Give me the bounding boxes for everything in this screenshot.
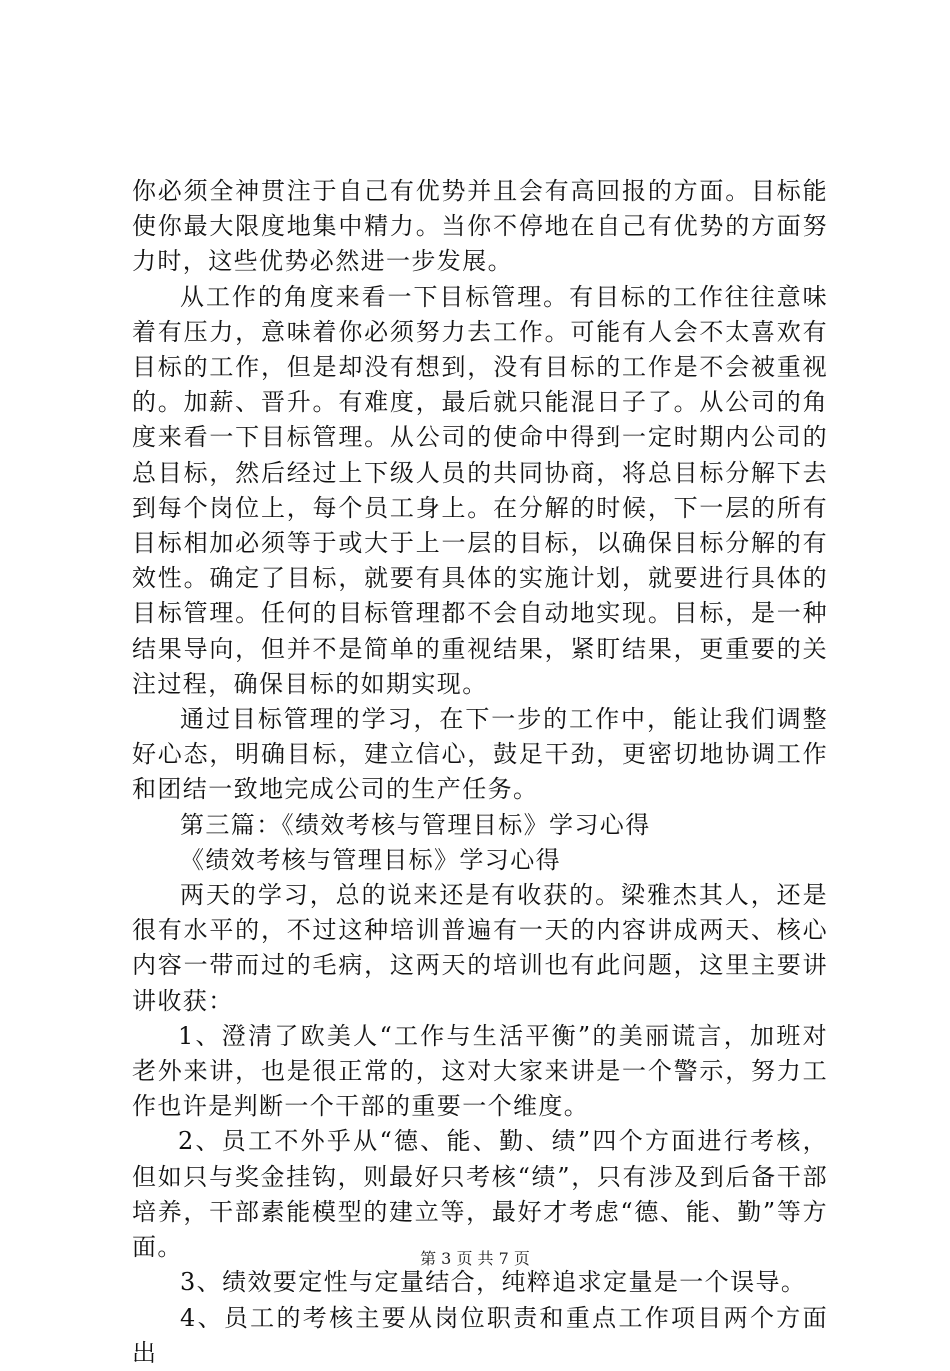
- paragraph-3: 通过目标管理的学习，在下一步的工作中，能让我们调整好心态，明确目标，建立信心，鼓足干劲，更密切地协调工作和团结一致地完成公司的生产任务。: [132, 705, 828, 804]
- paragraph-1: 你必须全神贯注于自己有优势并且会有高回报的方面。目标能使你最大限度地集中精力。当你不停地在自己有优势的方面努力时，这些优势必然进一步发展。: [132, 177, 828, 276]
- list-item-4: 4、员工的考核主要从岗位职责和重点工作项目两个方面出: [132, 1303, 828, 1367]
- section-subtitle: 《绩效考核与管理目标》学习心得: [180, 845, 561, 874]
- paragraph-2: 从工作的角度来看一下目标管理。有目标的工作往往意味着有压力，意味着你必须努力去工作。可能有人会不太喜欢有目标的工作，但是却没有想到，没有目标的工作是不会被重视的。加薪、晋升。有难度，最后就只能混日子了。从公司的角度来看一下目标管理。从公司的使命中得到一定时期内公司的总目标，然后经过上下级人员的共同协商，将总目标分解下去到每个岗位上，每个员工身上。在分解的时候，下一层的所有目标相加必须等于或大于上一层的目标，以确保目标分解的有效性。确定了目标，就要有具体的实施计划，就要进行具体的目标管理。任何的目标管理都不会自动地实现。目标，是一种结果导向，但并不是简单的重视结果，紧盯结果，更重要的关注过程，确保目标的如期实现。: [132, 282, 828, 698]
- list-item-3: 3、绩效要定性与定量结合，纯粹追求定量是一个误导。: [180, 1268, 807, 1297]
- list-item-1: 1、澄清了欧美人“工作与生活平衡”的美丽谎言，加班对老外来讲，也是很正常的，这对大家来讲是一个警示，努力工作也许是判断一个干部的重要一个维度。: [132, 1021, 828, 1121]
- document-body: [132, 174, 828, 1371]
- page-number-footer: 第 3 页 共 7 页: [420, 1249, 530, 1268]
- section-heading: 第三篇：《绩效考核与管理目标》学习心得: [180, 810, 651, 839]
- list-item-2: 2、员工不外乎从“德、能、勤、绩”四个方面进行考核，但如只与奖金挂钩，则最好只考核“绩”，只有涉及到后备干部培养，干部素能模型的建立等，最好才考虑“德、能、勤”等方面。: [132, 1127, 828, 1262]
- paragraph-intro: 两天的学习，总的说来还是有收获的。梁雅杰其人，还是很有水平的，不过这种培训普遍有一天的内容讲成两天、核心内容一带而过的毛病，这两天的培训也有此问题，这里主要讲讲收获：: [132, 881, 828, 1015]
